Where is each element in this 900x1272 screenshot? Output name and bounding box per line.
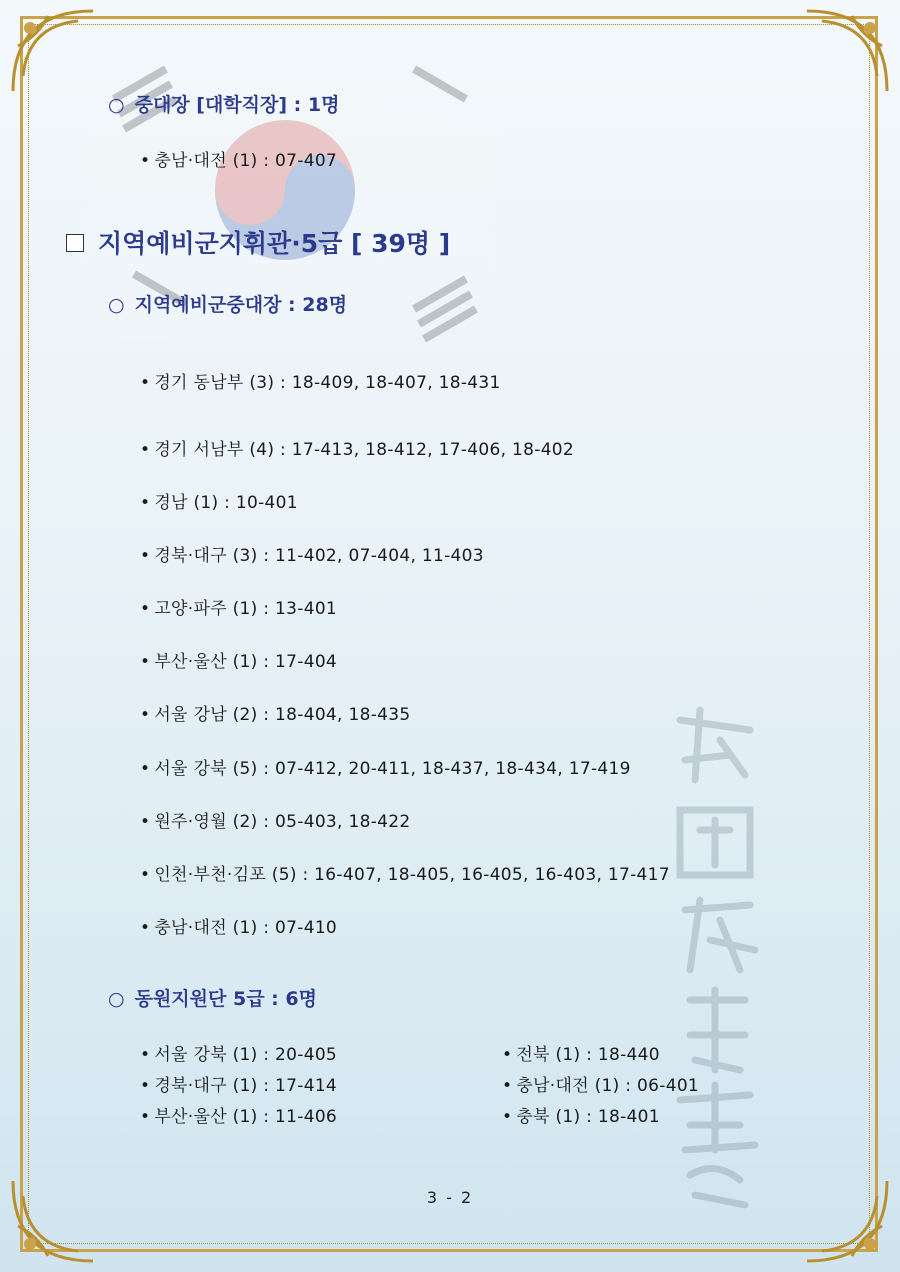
bullet-icon: • xyxy=(140,705,151,725)
main-heading: 지역예비군지휘관·5급 [ 39명 ] xyxy=(66,224,450,260)
bullet-icon: • xyxy=(140,493,151,513)
list-item: • 고양·파주 (1) : 13-401 xyxy=(140,599,338,619)
bullet-icon: • xyxy=(140,599,151,619)
bullet-icon: • xyxy=(502,1045,513,1065)
circle-bullet-icon: ○ xyxy=(108,988,125,1010)
list-item: • 경기 동남부 (3) : 18-409, 18-407, 18-431 xyxy=(140,373,501,393)
bullet-icon: • xyxy=(140,918,151,938)
bullet-icon: • xyxy=(140,1045,151,1065)
bullet-icon: • xyxy=(502,1076,513,1096)
list-item: • 경기 서남부 (4) : 17-413, 18-412, 17-406, 18-402 xyxy=(140,440,575,460)
list-item: • 부산·울산 (1) : 17-404 xyxy=(140,652,338,672)
circle-bullet-icon: ○ xyxy=(108,94,125,116)
list-item: • 경북·대구 (3) : 11-402, 07-404, 11-403 xyxy=(140,546,484,566)
bullet-icon: • xyxy=(140,1107,151,1127)
bullet-icon: • xyxy=(140,652,151,672)
page-number: 3 - 2 xyxy=(426,1188,474,1207)
list-item: • 전북 (1) : 18-440 xyxy=(502,1045,660,1065)
section-heading: ○ 중대장 [대학직장] : 1명 xyxy=(108,94,340,116)
list-item: • 충남·대전 (1) : 07-410 xyxy=(140,918,338,938)
bullet-icon: • xyxy=(140,759,151,779)
section-heading: ○ 동원지원단 5급 : 6명 xyxy=(108,988,317,1010)
corner-ornament-icon xyxy=(802,6,892,96)
bullet-icon: • xyxy=(140,373,151,393)
bullet-icon: • xyxy=(140,812,151,832)
list-item: • 원주·영월 (2) : 05-403, 18-422 xyxy=(140,812,411,832)
circle-bullet-icon: ○ xyxy=(108,294,125,316)
bullet-icon: • xyxy=(502,1107,513,1127)
bullet-icon: • xyxy=(140,151,151,171)
list-item: • 부산·울산 (1) : 11-406 xyxy=(140,1107,338,1127)
bullet-icon: • xyxy=(140,440,151,460)
list-item: • 서울 강북 (5) : 07-412, 20-411, 18-437, 18-434, 17-419 xyxy=(140,759,631,779)
corner-ornament-icon xyxy=(8,6,98,96)
list-item: • 충남·대전 (1) : 07-407 xyxy=(140,151,338,171)
list-item: • 충북 (1) : 18-401 xyxy=(502,1107,660,1127)
bullet-icon: • xyxy=(140,865,151,885)
list-item: • 충남·대전 (1) : 06-401 xyxy=(502,1076,700,1096)
bullet-icon: • xyxy=(140,546,151,566)
list-item: • 서울 강북 (1) : 20-405 xyxy=(140,1045,338,1065)
bullet-icon: • xyxy=(140,1076,151,1096)
list-item: • 서울 강남 (2) : 18-404, 18-435 xyxy=(140,705,411,725)
list-item: • 경북·대구 (1) : 17-414 xyxy=(140,1076,338,1096)
square-bullet-icon xyxy=(66,234,84,252)
list-item: • 인천·부천·김포 (5) : 16-407, 18-405, 16-405, 16-403, 17-417 xyxy=(140,865,670,885)
section-heading: ○ 지역예비군중대장 : 28명 xyxy=(108,294,348,316)
list-item: • 경남 (1) : 10-401 xyxy=(140,493,298,513)
